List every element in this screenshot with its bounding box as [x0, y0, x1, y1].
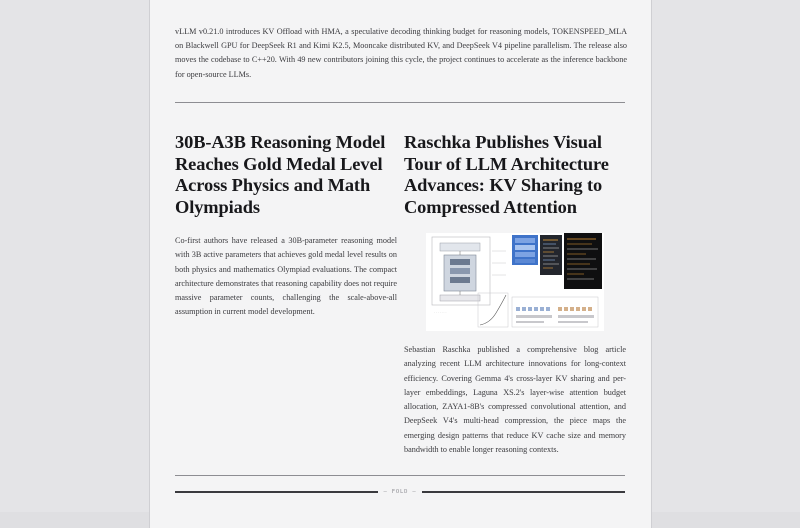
architecture-diagram-graphic [426, 233, 604, 331]
intro-paragraph: vLLM v0.21.0 introduces KV Offload with HMA, a speculative decoding thinking budget for reasoning models, TOKENSPEED_MLA on Blackwell GPU for DeepSeek R1 and Kimi K2.5, Mooncake distributed KV, and DeepSeek V4 pipeline parallelism. The release also moves the codebase to C++20. With 49 new contributors joining this cycle, the project continues to accelerate as the inference backbone for open-source LLMs. [175, 27, 627, 79]
section-divider [175, 475, 625, 476]
article-headline[interactable]: 30B-A3B Reasoning Model Reaches Gold Medal Level Across Physics and Math Olympiads [175, 132, 386, 217]
article-headline[interactable]: Raschka Publishes Visual Tour of LLM Architecture Advances: KV Sharing to Compressed Attention [404, 132, 609, 217]
architecture-diagram-image[interactable] [426, 233, 604, 331]
fold-marker [175, 487, 625, 497]
svg-text:· · · · · · ·: · · · · · · · [434, 310, 447, 314]
article-body: Sebastian Raschka published a comprehensive blog article analyzing recent LLM architecture innovations for long-context efficiency. Covering Gemma 4's cross-layer KV sharing and per-layer embeddings, Laguna XS.2's layer-wise attention budget allocation, ZAYA1-8B's compressed convolutional attention, and DeepSeek V4's multi-head compression, the piece maps the emerging design patterns that reduce KV cache size and memory bandwidth to enable longer reasoning contexts. [404, 345, 626, 455]
article-body: Co-first authors have released a 30B-parameter reasoning model with 3B active parameters that achieves gold medal level results on both physics and mathematics Olympiad evaluations. The compact architecture demonstrates that reasoning capability does not require massive parameter counts, challenging the scale-above-all assumption in current model development. [175, 236, 397, 317]
article-card-architecture-tour [404, 132, 626, 455]
fold-rule-left [175, 491, 378, 493]
article-card-reasoning-model [175, 132, 397, 317]
fold-label: — FOLD — [383, 489, 417, 495]
fold-rule-right [422, 491, 625, 493]
section-divider [175, 102, 625, 103]
